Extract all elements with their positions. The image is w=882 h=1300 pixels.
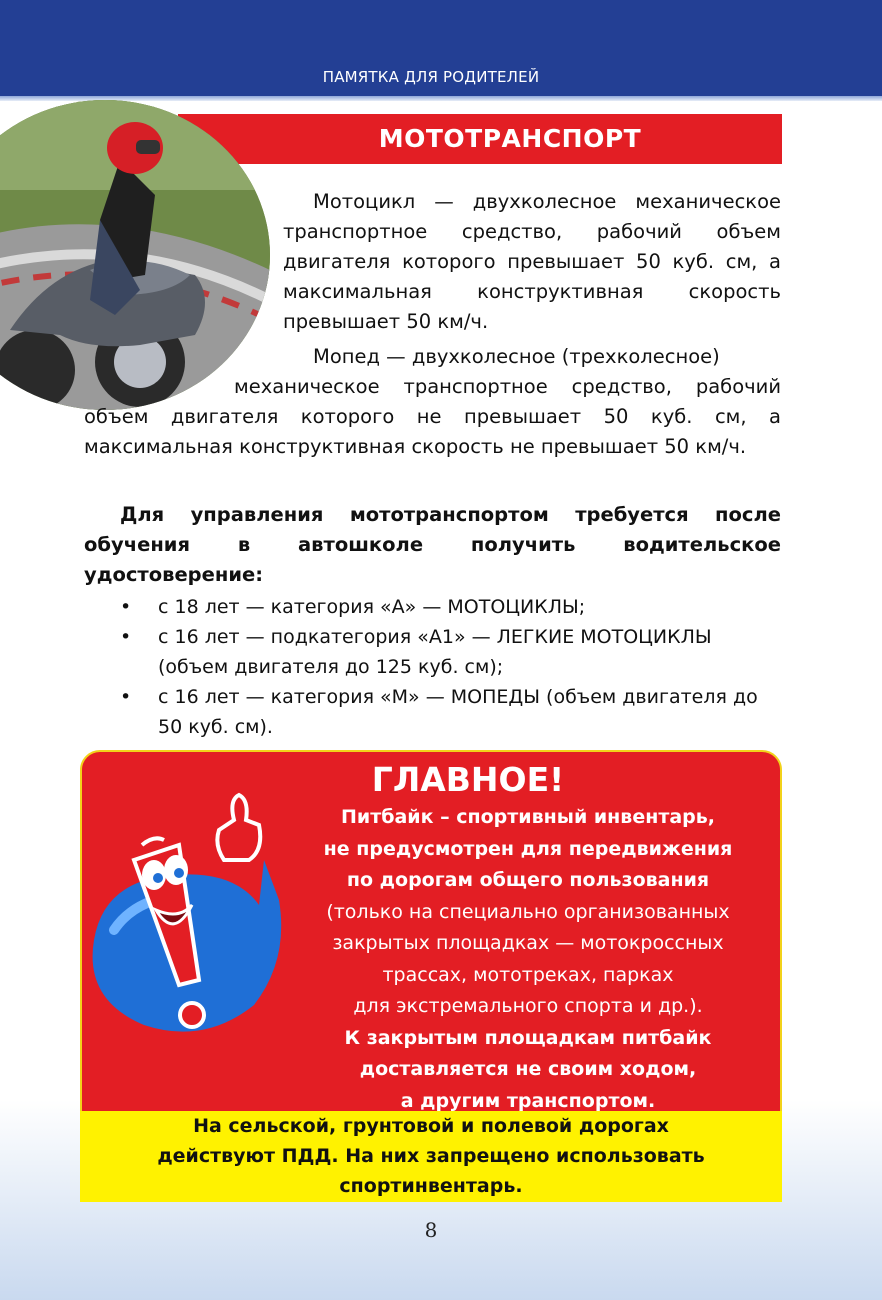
- list-item: • с 16 лет — категория «М» — МОПЕДЫ (объем двигателя до 50 куб. см).: [120, 686, 758, 738]
- rural-roads-note: На сельской, грунтовой и полевой дорогах действуют ПДД. На них запрещено использовать спортинвентарь.: [157, 1115, 705, 1197]
- exclamation-mark-mascot-icon: [84, 790, 284, 1050]
- moped-definition-start: Мопед — двухколесное (трехколесное): [313, 345, 720, 368]
- header-title: ПАМЯТКА ДЛЯ РОДИТЕЛЕЙ: [322, 68, 540, 86]
- license-requirement: Для управления мототранспортом требуется после обучения в автошколе получить водительское удостоверение:: [84, 503, 781, 586]
- list-item: • с 18 лет — категория «А» — МОТОЦИКЛЫ;: [120, 596, 586, 618]
- license-categories-list: [84, 592, 781, 742]
- motorcycle-definition: Мотоцикл — двухколесное механическое транспортное средство, рабочий объем двигателя которого превышает 50 куб. см, а максимальная конструктивная скорость превышает 50 км/ч.: [283, 190, 781, 333]
- alert-text: Питбайк – спортивный инвентарь, не предусмотрен для передвижения по дорогам общего пользования (только на специально организованных закрытых площадках — мотокроссных трассах, мототреках, парках для экстремального спорта и др.). К закрытым площадкам питбайк доставляется не своим ходом, а другим транспортом.: [323, 806, 733, 1112]
- alert-heading: ГЛАВНОЕ!: [371, 760, 565, 799]
- moped-definition-rest: механическое транспортное средство, рабочий объем двигателя которого не превышает 50 куб. см, а максимальная конструктивная скорость не превышает 50 км/ч.: [84, 375, 781, 458]
- page-number: 8: [424, 1218, 438, 1242]
- section-title: МОТОТРАНСПОРТ: [378, 124, 642, 153]
- list-item: • с 16 лет — подкатегория «А1» — ЛЕГКИЕ МОТОЦИКЛЫ (объем двигателя до 125 куб. см);: [120, 626, 712, 678]
- header-divider: [0, 96, 882, 101]
